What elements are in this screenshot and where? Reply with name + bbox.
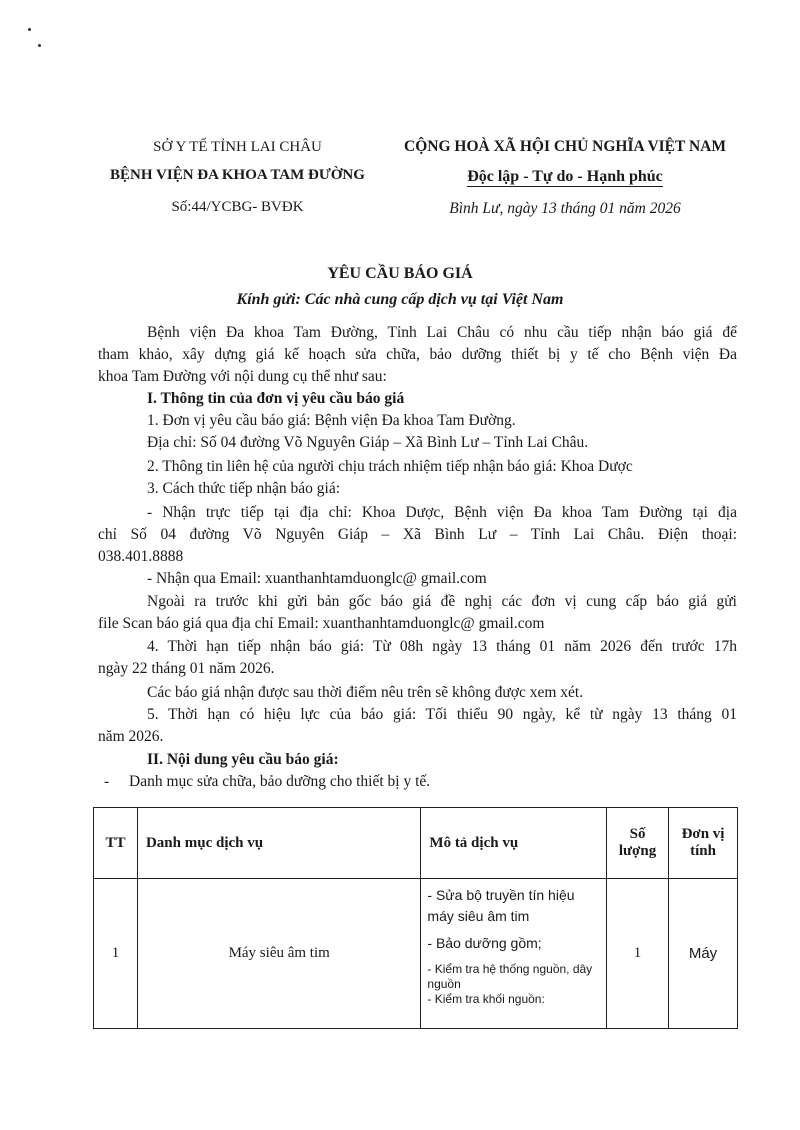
validity-line: năm 2026. <box>98 728 164 745</box>
document-title: YÊU CẦU BÁO GIÁ <box>327 265 473 282</box>
receiving-method: 3. Cách thức tiếp nhận báo giá: <box>147 480 341 497</box>
direct-receipt-line: - Nhận trực tiếp tại địa chỉ: Khoa Dược, Bệnh viện Đa khoa Tam Đường tại địa <box>147 504 737 521</box>
late-note: Các báo giá nhận được sau thời điểm nêu trên sẽ không được xem xét. <box>147 684 584 701</box>
description-item: - Sửa bộ truyền tín hiệu máy siêu âm tim <box>427 887 575 924</box>
deadline-line: 4. Thời hạn tiếp nhận báo giá: Từ 08h ngày 13 tháng 01 năm 2026 đến trước 17h <box>147 638 737 655</box>
validity-line: 5. Thời hạn có hiệu lực của báo giá: Tối thiểu 90 ngày, kể từ ngày 13 tháng 01 <box>147 706 737 723</box>
row-tt: 1 <box>94 879 138 1029</box>
scan-note-line: file Scan báo giá qua địa chỉ Email: xuanthanhtamduonglc@ gmail.com <box>98 615 545 632</box>
scan-note-line: Ngoài ra trước khi gửi bản gốc báo giá đề nghị các đơn vị cung cấp báo giá gửi <box>147 593 737 610</box>
direct-receipt-line: chỉ Số 04 đường Võ Nguyên Giáp – Xã Bình Lư – Tỉnh Lai Châu. Điện thoại: <box>98 526 737 543</box>
agency-name: SỞ Y TẾ TỈNH LAI CHÂU <box>153 139 322 155</box>
description-item: - Bảo dưỡng gồm; <box>427 935 542 951</box>
contact-info: 2. Thông tin liên hệ của người chịu trách nhiệm tiếp nhận báo giá: Khoa Dược <box>147 458 633 475</box>
col-header-tt: TT <box>94 808 138 879</box>
description-item: - Kiểm tra hệ thống nguồn, dây nguồn <box>427 962 593 991</box>
table-row <box>94 879 738 1029</box>
unit-address: Địa chỉ: Số 04 đường Võ Nguyên Giáp – Xã Bình Lư – Tỉnh Lai Châu. <box>147 434 589 451</box>
deadline-line: ngày 22 tháng 01 năm 2026. <box>98 660 275 677</box>
issuer-block <box>95 135 380 219</box>
motto: Độc lập - Tự do - Hạnh phúc <box>467 168 663 185</box>
row-quantity: 1 <box>607 879 669 1029</box>
intro-line: Bệnh viện Đa khoa Tam Đường, Tỉnh Lai Châu có nhu cầu tiếp nhận báo giá để <box>147 324 737 341</box>
col-header-unit: Đơn vị tính <box>669 808 738 879</box>
email-receipt: - Nhận qua Email: xuanthanhtamduonglc@ gmail.com <box>147 570 487 587</box>
hospital-name: BỆNH VIỆN ĐA KHOA TAM ĐƯỜNG <box>110 167 365 183</box>
requesting-unit: 1. Đơn vị yêu cầu báo giá: Bệnh viện Đa khoa Tam Đường. <box>147 412 516 429</box>
col-header-description: Mô tả dịch vụ <box>421 808 607 879</box>
row-unit: Máy <box>669 879 738 1029</box>
section-2-heading: II. Nội dung yêu cầu báo giá: <box>147 751 339 768</box>
table-header-row <box>94 808 738 879</box>
scan-speck <box>38 44 41 47</box>
col-header-quantity: Số lượng <box>607 808 669 879</box>
row-service: Máy siêu âm tim <box>137 879 420 1029</box>
bullet-dash: - <box>104 773 110 790</box>
section-2-bullet: Danh mục sửa chữa, bảo dưỡng cho thiết bị y tế. <box>129 773 431 790</box>
description-item: - Kiểm tra khối nguồn: <box>427 992 545 1006</box>
document-number: Số:44/YCBG- BVĐK <box>171 199 304 215</box>
phone-number: 038.401.8888 <box>98 548 184 565</box>
services-table <box>93 807 738 1029</box>
place-date: Bình Lư, ngày 13 tháng 01 năm 2026 <box>449 200 681 217</box>
scan-speck <box>28 28 31 31</box>
intro-line: tham khảo, xây dựng giá kế hoạch sửa chữa, bảo dưỡng thiết bị y tế cho Bệnh viện Đa <box>98 346 737 363</box>
section-1-heading: I. Thông tin của đơn vị yêu cầu báo giá <box>147 390 405 407</box>
intro-line: khoa Tam Đường với nội dung cụ thể như sau: <box>98 368 387 385</box>
national-heading <box>380 135 750 221</box>
recipient: Kính gửi: Các nhà cung cấp dịch vụ tại Việt Nam <box>236 291 564 308</box>
country-name: CỘNG HOÀ XÃ HỘI CHỦ NGHĨA VIỆT NAM <box>404 138 726 155</box>
col-header-service: Danh mục dịch vụ <box>137 808 420 879</box>
row-description <box>421 879 607 1029</box>
